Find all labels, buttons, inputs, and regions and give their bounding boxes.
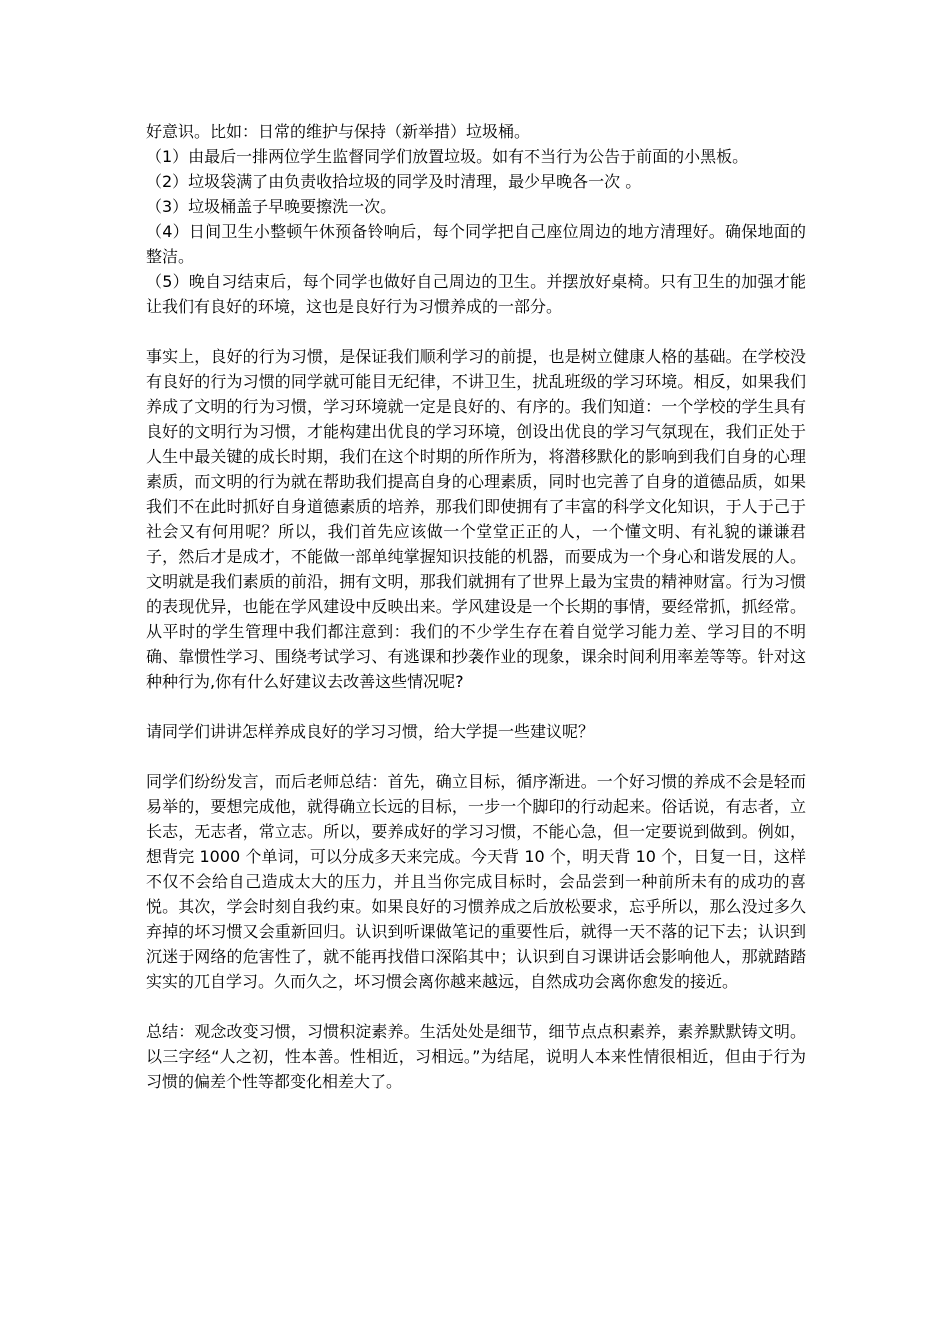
list-item: （4）日间卫生小整顿午休预备铃响后，每个同学把自己座位周边的地方清理好。确保地面的整洁。 <box>146 222 806 266</box>
paragraph-gap <box>146 744 806 769</box>
document-body <box>146 119 806 1094</box>
list-item: （5）晚自习结束后，每个同学也做好自己周边的卫生。并摆放好桌椅。只有卫生的加强才能让我们有良好的环境，这也是良好行为习惯养成的一部分。 <box>146 272 806 316</box>
paragraph-habits: 事实上，良好的行为习惯，是保证我们顺利学习的前提，也是树立健康人格的基础。在学校没有良好的行为习惯的同学就可能目无纪律，不讲卫生，扰乱班级的学习环境。相反，如果我们养成了文明的行为习惯，学习环境就一定是良好的、有序的。我们知道：一个学校的学生具有良好的文明行为习惯，才能构建出优良的学习环境，创设出优良的学习气氛现在，我们正处于人生中最关键的成长时期，我们在这个时期的所作所为，将潜移默化的影响到我们自身的心理素质，而文明的行为就在帮助我们提高自身的心理素质，同时也完善了自身的道德品质，如果我们不在此时抓好自身道德素质的培养，那我们即使拥有了丰富的科学文化知识，于人于己于社会又有何用呢？所以，我们首先应该做一个堂堂正正的人，一个懂文明、有礼貌的谦谦君子，然后才是成才，不能做一部单纯掌握知识技能的机器，而要成为一个身心和谐发展的人。文明就是我们素质的前沿，拥有文明，那我们就拥有了世界上最为宝贵的精神财富。行为习惯的表现优异，也能在学风建设中反映出来。学风建设是一个长期的事情，要经常抓，抓经常。从平时的学生管理中我们都注意到：我们的不少学生存在着自觉学习能力差、学习目的不明确、靠惯性学习、围绕考试学习、有逃课和抄袭作业的现象，课余时间利用率差等等。针对这种种行为,你有什么好建议去改善这些情况呢? <box>146 347 806 691</box>
paragraph-gap <box>146 994 806 1019</box>
list-item: （2）垃圾袋满了由负责收拾垃圾的同学及时清理，最少早晚各一次 。 <box>146 172 642 191</box>
paragraph-gap <box>146 319 806 344</box>
list-item: （3）垃圾桶盖子早晚要擦洗一次。 <box>146 197 397 216</box>
paragraph-conclusion: 总结：观念改变习惯，习惯积淀素养。生活处处是细节，细节点点积素养，素养默默铸文明。以三字经“人之初，性本善。性相近，习相远。”为结尾，说明人本来性情很相近，但由于行为习惯的偏差个性等都变化相差大了。 <box>146 1022 806 1091</box>
paragraph-question: 请同学们讲讲怎样养成良好的学习习惯，给大学提一些建议呢？ <box>146 722 595 741</box>
list-item: （1）由最后一排两位学生监督同学们放置垃圾。如有不当行为公告于前面的小黑板。 <box>146 147 749 166</box>
paragraph-gap <box>146 694 806 719</box>
intro-line: 好意识。比如：日常的维护与保持（新举措）垃圾桶。 <box>146 122 531 141</box>
paragraph-teacher-summary: 同学们纷纷发言，而后老师总结：首先，确立目标，循序渐进。一个好习惯的养成不会是轻而易举的，要想完成他，就得确立长远的目标，一步一个脚印的行动起来。俗话说，有志者，立长志，无志者，常立志。所以，要养成好的学习习惯，不能心急，但一定要说到做到。例如，想背完 1000 个单词，可以分成多天来完成。今天背 10 个，明天背 10 个，日复一日，这样不仅不会给自己造成太大的压力，并且当你完成目标时，会品尝到一种前所未有的成功的喜悦。其次，学会时刻自我约束。如果良好的习惯养成之后放松要求，忘乎所以，那么没过多久弃掉的坏习惯又会重新回归。认识到听课做笔记的重要性后，就得一天不落的记下去；认识到沉迷于网络的危害性了，就不能再找借口深陷其中；认识到自习课讲话会影响他人，那就踏踏实实的兀自学习。久而久之，坏习惯会离你越来越远，自然成功会离你愈发的接近。 <box>146 772 806 991</box>
